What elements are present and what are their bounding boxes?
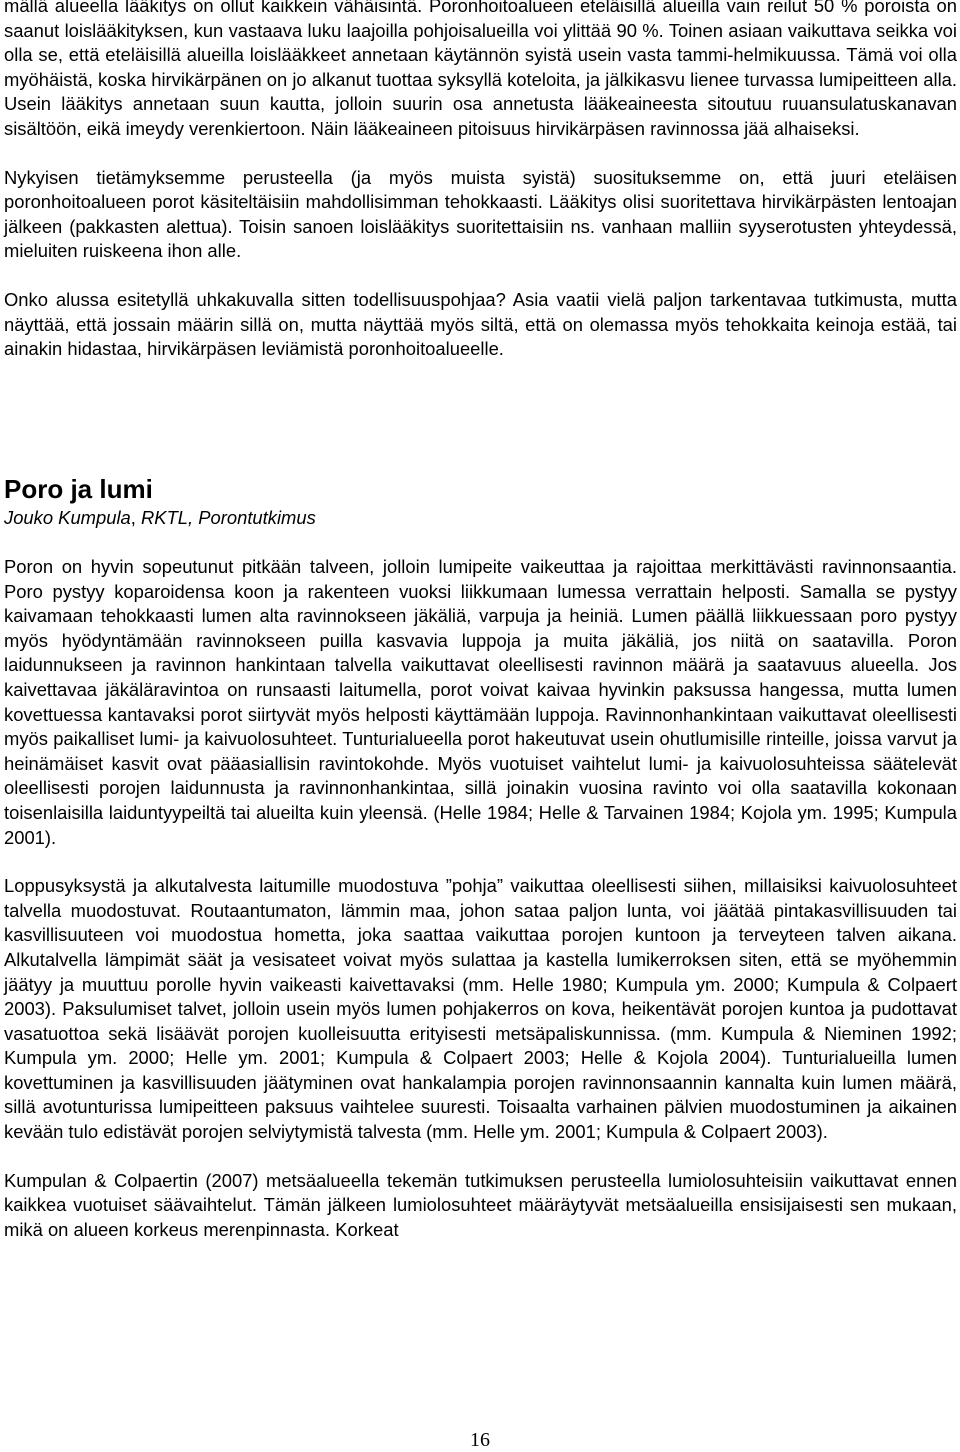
section-paragraph-1: Poron on hyvin sopeutunut pitkään talveen, jolloin lumipeite vaikeuttaa ja rajoittaa merkittävästi ravinnonsaantia. Poro pystyy koparoidensa koon ja rakenteen vuoksi liikkumaan lumessa verrattain helposti. Samalla se pystyy kaivamaan tehokkaasti lumen alta ravinnokseen jäkäliä, varpuja ja heiniä. Lumen päällä liikkuessaan poro pystyy myös hyödyntämään ravinnokseen puilla kasvavia luppoja ja muita jäkäliä, jos niitä on saatavilla. Poron laidunnukseen ja ravinnon hankintaan talvella vaikuttavat oleellisesti ravinnon määrä ja saatavuus alueella. Jos kaivettavaa jäkäläravintoa on runsaasti laitumella, porot voivat kaivaa hyvinkin paksussa hangessa, mutta lumen kovettuessa kantavaksi porot siirtyvät myös helposti käyttämään luppoja. Ravinnonhankintaan vaikuttavat oleellisesti myös paikalliset lumi- ja kaivuolosuhteet. Tunturialueella porot hakeutuvat usein ohutlumisille rinteille, joissa varvut ja heinämäiset kasvit ovat pääasiallisin ravintokohde. Myös vuotuiset vaihtelut lumi- ja kaivuolosuhteissa säätelevät oleellisesti porojen laidunnusta ja ravinnonhankintaa, sillä joinakin vuosina ravinto voi olla saatavilla kokonaan toisenlaisilla laiduntyypeiltä tai alueilta kuin yleensä. (Helle 1984; Helle & Tarvainen 1984; Kojola ym. 1995; Kumpula 2001). bbox=[4, 556, 957, 848]
author-affiliation: RKTL, Porontutkimus bbox=[135, 507, 316, 528]
paragraph-gap bbox=[4, 142, 957, 166]
section-paragraph-2: Loppusyksystä ja alkutalvesta laitumille muodostuva ”pohja” vaikuttaa oleellisesti siihen, millaisiksi kaivuolosuhteet talvella muodostuvat. Routaantumaton, lämmin maa, johon sataa paljon lunta, voi jäätää pintakasvillisuuden tai kasvillisuuteen voi muodostua hometta, joka saattaa vaikuttaa porojen kuntoon ja terveyteen talven aikana. Alkutalvella lämpimät säät ja vesisateet voivat myös sulattaa ja kastella lumikerroksen siten, että se myöhemmin jäätyy ja muuttuu porolle hyvin vaikeasti kaivettavaksi (mm. Helle 1980; Kumpula ym. 2000; Kumpula & Colpaert 2003). Paksulumiset talvet, jolloin usein myös lumen pohjakerros on kova, heikentävät porojen kuntoa ja pudottavat vasatuottoa sekä lisäävät porojen kuolleisuutta erityisesti metsäpaliskunnissa. (mm. Kumpula & Nieminen 1992; Kumpula ym. 2000; Helle ym. 2001; Kumpula & Colpaert 2003; Helle & Kojola 2004). Tunturialueilla lumen kovettuminen ja kasvillisuuden jäätyminen ovat hankalampia porojen ravinnonsaannin kannalta kuin lumen määrä, sillä avotunturissa lumipeitteen paksuus vaihtelee suuresti. Toisaalta varhainen pälvien muodostuminen ja aikainen kevään tulo edistävät porojen selviytymistä talvesta (mm. Helle ym. 2001; Kumpula & Colpaert 2003). bbox=[4, 875, 957, 1143]
section-title: Poro ja lumi bbox=[4, 474, 153, 504]
author-separator: , bbox=[130, 507, 136, 528]
intro-paragraph-3: Onko alussa esitetyllä uhkakuvalla sitten todellisuuspohjaa? Asia vaatii vielä paljon tarkentavaa tutkimusta, mutta näyttää, että jossain määrin sillä on, mutta näyttää myös siltä, että on olemassa myös tehokkaita keinoja estää, tai ainakin hidastaa, hirvikärpäsen leviämistä poronhoitoalueelle. bbox=[4, 288, 957, 360]
paragraph-gap bbox=[4, 1145, 957, 1169]
section-body bbox=[4, 555, 957, 1242]
intro-paragraph-2: Nykyisen tietämyksemme perusteella (ja myös muista syistä) suosituksemme on, että juuri eteläisen poronhoitoalueen porot käsiteltäisiin mahdollisimman tehokkaasti. Lääkitys olisi suoritettava hirvikärpästen lentoajan jälkeen (pakkasten alettua). Toisin sanoen loislääkitys suoritettaisiin ns. vanhaan malliin syyserotusten yhteydessä, mieluiten ruiskeena ihon alle. bbox=[4, 166, 957, 262]
paragraph-gap bbox=[4, 264, 957, 288]
page-number: 16 bbox=[470, 1429, 490, 1451]
paragraph-gap bbox=[4, 850, 957, 874]
intro-section bbox=[4, 0, 957, 362]
section-author bbox=[4, 506, 316, 530]
section-paragraph-3: Kumpulan & Colpaertin (2007) metsäalueella tekemän tutkimuksen perusteella lumiolosuhteisiin vaikuttavat ennen kaikkea vuotuiset säävaihtelut. Tämän jälkeen lumiolosuhteet määräytyvät metsäalueilla ensisijaisesti sen mukaan, mikä on alueen korkeus merenpinnasta. Korkeat bbox=[4, 1169, 957, 1240]
intro-paragraph-1: mällä alueella lääkitys on ollut kaikkein vähäisintä. Poronhoitoalueen eteläisillä alueilla vain reilut 50 % poroista on saanut loislääkityksen, kun vastaava luku laajoilla pohjoisalueilla voi ylittää 90 %. Toinen asiaan vaikuttava seikka voi olla se, että eteläisillä alueilla loislääkkeet annetaan käytännön syistä usein vasta tammi-helmikuussa. Tämä voi olla myöhäistä, koska hirvikärpänen on jo alkanut tuottaa syksyllä koteloita, ja jälkikasvu lienee turvassa lumipeitteen alla. Usein lääkitys annetaan suun kautta, jolloin suurin osa annetusta lääkeaineesta sitoutuu ruuansulatuskanavan sisältöön, eikä imeydy verenkiertoon. Näin lääkeaineen pitoisuus hirvikärpäsen ravinnossa jää alhaiseksi. bbox=[4, 0, 957, 139]
author-name: Jouko Kumpula bbox=[4, 507, 131, 528]
